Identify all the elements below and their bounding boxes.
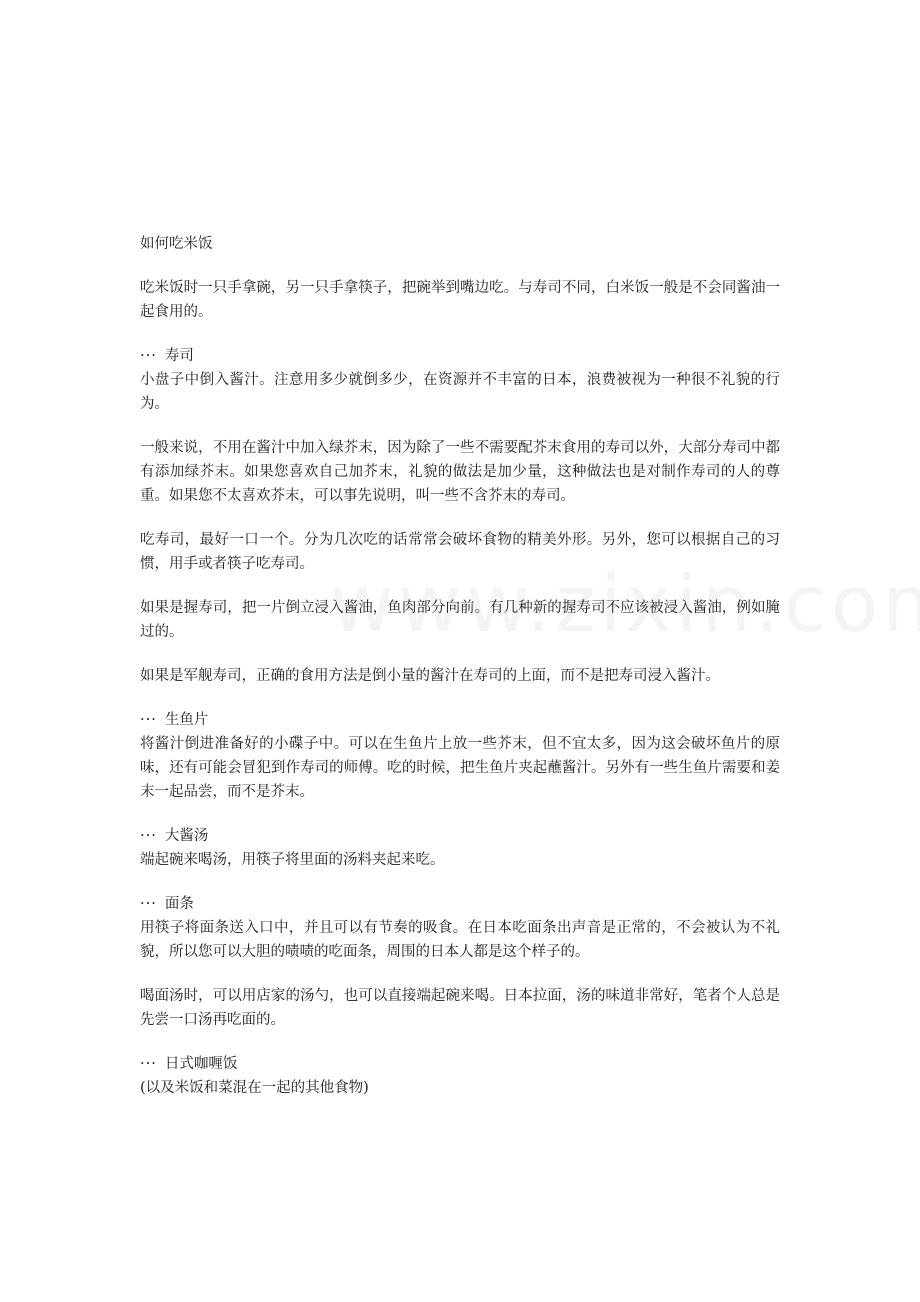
bullet-marker: ··· [140,712,157,728]
section-heading-sushi [140,344,780,368]
document-body [140,232,780,1100]
bullet-marker: ··· [140,1056,157,1072]
section-heading-label: 日式咖喱饭 [164,1056,238,1072]
curry-note: (以及米饭和菜混在一起的其他食物) [140,1080,369,1096]
intro-paragraph: 吃米饭时一只手拿碗，另一只手拿筷子，把碗举到嘴边吃。与寿司不同，白米饭一般是不会同酱油一起食用的。 [140,280,780,320]
miso-paragraph-1: 端起碗来喝汤，用筷子将里面的汤料夹起来吃。 [140,852,445,868]
sushi-paragraph-5: 如果是军舰寿司，正确的食用方法是倒小量的酱汁在寿司的上面，而不是把寿司浸入酱汁。 [140,668,720,684]
noodles-paragraph-2: 喝面汤时，可以用店家的汤勺，也可以直接端起碗来喝。日本拉面，汤的味道非常好，笔者个人总是先尝一口汤再吃面的。 [140,988,780,1028]
sushi-paragraph-3: 吃寿司，最好一口一个。分为几次吃的话常常会破坏食物的精美外形。另外，您可以根据自己的习惯，用手或者筷子吃寿司。 [140,532,780,572]
sashimi-paragraph-1: 将酱汁倒进准备好的小碟子中。可以在生鱼片上放一些芥末，但不宜太多，因为这会破坏鱼片的原味，还有可能会冒犯到作寿司的师傅。吃的时候，把生鱼片夹起蘸酱汁。另外有一些生鱼片需要和姜末一起品尝，而不是芥末。 [140,736,780,800]
bullet-marker: ··· [140,348,157,364]
sushi-paragraph-4: 如果是握寿司，把一片倒立浸入酱油，鱼肉部分向前。有几种新的握寿司不应该被浸入酱油，例如腌过的。 [140,600,780,640]
section-heading-label: 寿司 [164,348,194,364]
section-heading-miso [140,824,780,848]
sushi-paragraph-2: 一般来说，不用在酱汁中加入绿芥末，因为除了一些不需要配芥末食用的寿司以外，大部分寿司中都有添加绿芥末。如果您喜欢自己加芥末，礼貌的做法是加少量，这种做法也是对制作寿司的人的尊重。如果您不太喜欢芥末，可以事先说明，叫一些不含芥末的寿司。 [140,440,780,504]
section-heading-sashimi [140,708,780,732]
noodles-paragraph-1: 用筷子将面条送入口中，并且可以有节奏的吸食。在日本吃面条出声音是正常的，不会被认为不礼貌，所以您可以大胆的啧啧的吃面条，周围的日本人都是这个样子的。 [140,920,780,960]
section-heading-curry [140,1052,780,1076]
section-heading-label: 生鱼片 [164,712,209,728]
document-title: 如何吃米饭 [140,236,213,252]
bullet-marker: ··· [140,828,157,844]
section-heading-label: 大酱汤 [164,828,209,844]
section-heading-label: 面条 [164,896,194,912]
bullet-marker: ··· [140,896,157,912]
section-heading-noodles [140,892,780,916]
sushi-paragraph-1: 小盘子中倒入酱汁。注意用多少就倒多少，在资源并不丰富的日本，浪费被视为一种很不礼貌的行为。 [140,372,780,412]
